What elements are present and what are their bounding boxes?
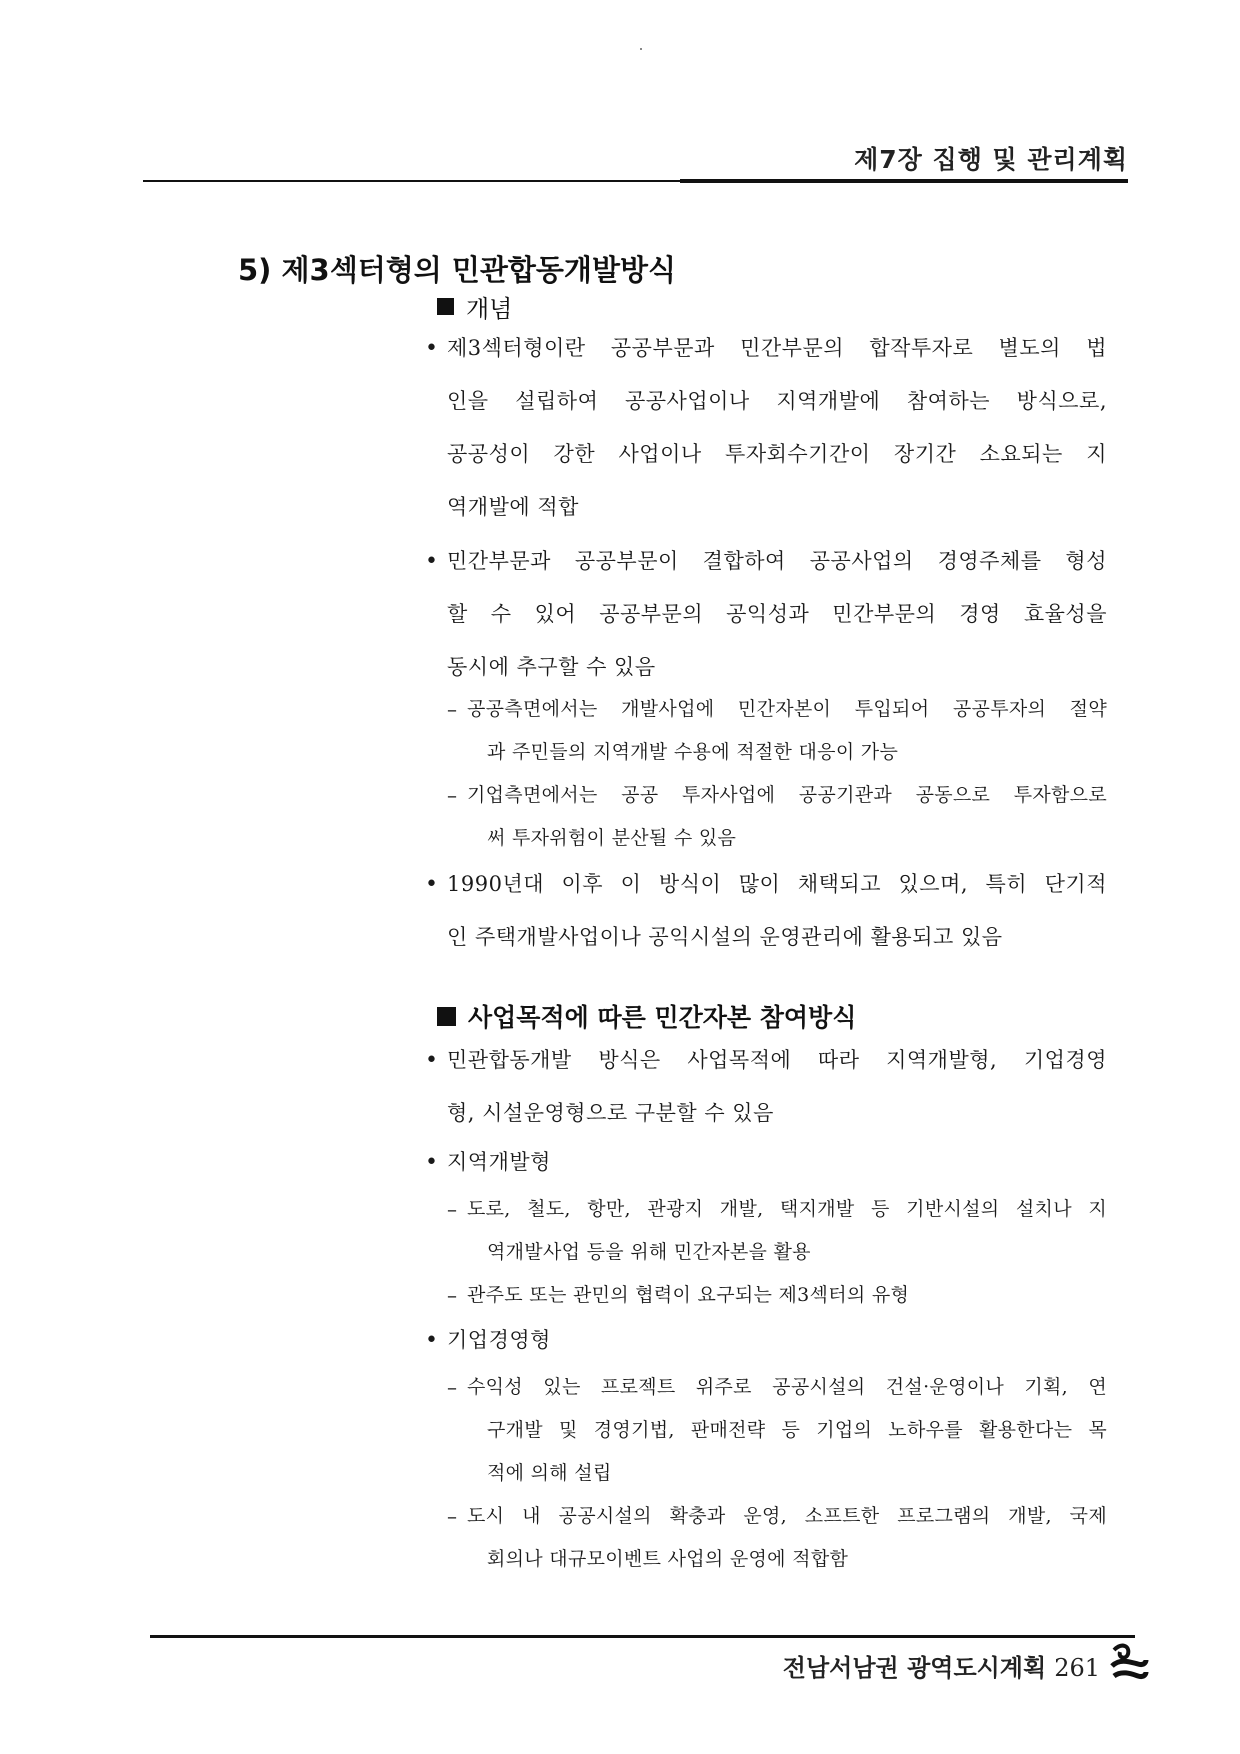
concept-dash-1 [447, 688, 1107, 774]
text-line: 민관합동개발 방식은 사업목적에 따라 지역개발형, 기업경영 [447, 1048, 1107, 1072]
text-line: 민간부문과 공공부문이 결합하여 공공사업의 경영주체를 형성 [447, 549, 1107, 573]
bullet-dot-icon: • [425, 1150, 438, 1175]
text-line: 인을 설립하여 공공사업이나 지역개발에 참여하는 방식으로, [447, 389, 1107, 413]
text-line: 할 수 있어 공공부문의 공익성과 민간부문의 경영 효율성을 [447, 602, 1107, 626]
section-title: 5) 제3섹터형의 민관합동개발방식 [238, 253, 676, 287]
wave-logo-icon [1108, 1640, 1150, 1684]
text-line: 1990년대 이후 이 방식이 많이 채택되고 있으며, 특히 단기적 [447, 872, 1107, 896]
dash-marker: – [447, 1375, 458, 1399]
text-line: 형, 시설운영형으로 구분할 수 있음 [447, 1101, 774, 1125]
type-label: 지역개발형 [447, 1150, 551, 1174]
chapter-header: 제7장 집행 및 관리계획 [854, 145, 1128, 174]
text-line: 써 투자위험이 분산될 수 있음 [487, 827, 737, 849]
bullet-dot-icon: • [425, 549, 438, 574]
square-bullet-icon [437, 298, 454, 315]
text-line: 도로, 철도, 항만, 관광지 개발, 택지개발 등 기반시설의 설치나 지 [467, 1198, 1107, 1220]
square-bullet-icon [437, 1007, 456, 1026]
text-line: 과 주민들의 지역개발 수용에 적절한 대응이 가능 [487, 741, 899, 763]
purpose-bullet-regional [425, 1140, 1107, 1185]
footer-rule [150, 1635, 1135, 1638]
text-line: 수익성 있는 프로젝트 위주로 공공시설의 건설·운영이나 기획, 연 [467, 1376, 1107, 1398]
footer-plan-name: 전남서남권 광역도시계획 [782, 1654, 1047, 1682]
concept-bullet-3 [425, 858, 1107, 964]
page-number: 261 [1054, 1654, 1100, 1682]
purpose-heading-text: 사업목적에 따른 민간자본 참여방식 [468, 1003, 857, 1032]
concept-dash-2 [447, 774, 1107, 860]
header-rule-accent [680, 179, 1128, 183]
dash-marker: – [447, 697, 458, 721]
bullet-dot-icon: • [425, 1048, 438, 1073]
text-line: 역개발사업 등을 위해 민간자본을 활용 [487, 1241, 811, 1263]
concept-heading-text: 개념 [466, 295, 513, 323]
text-line: 회의나 대규모이벤트 사업의 운영에 적합함 [487, 1548, 849, 1570]
type-label: 기업경영형 [447, 1328, 551, 1352]
text-line: 구개발 및 경영기법, 판매전략 등 기업의 노하우를 활용한다는 목 [487, 1419, 1107, 1441]
text-line: 기업측면에서는 공공 투자사업에 공공기관과 공동으로 투자함으로 [467, 784, 1107, 806]
regional-dash-2 [447, 1274, 1107, 1317]
bullet-dot-icon: • [425, 872, 438, 897]
concept-bullet-2 [425, 535, 1107, 694]
scan-speck [640, 48, 642, 50]
bullet-dot-icon: • [425, 336, 438, 361]
corporate-dash-1 [447, 1366, 1107, 1495]
regional-dash-1 [447, 1188, 1107, 1274]
dash-marker: – [447, 1197, 458, 1221]
text-line: 역개발에 적합 [447, 495, 579, 519]
bullet-dot-icon: • [425, 1328, 438, 1353]
dash-marker: – [447, 1504, 458, 1528]
dash-marker: – [447, 1283, 458, 1307]
text-line: 도시 내 공공시설의 확충과 운영, 소프트한 프로그램의 개발, 국제 [467, 1505, 1107, 1527]
text-line: 관주도 또는 관민의 협력이 요구되는 제3섹터의 유형 [467, 1284, 910, 1306]
text-line: 제3섹터형이란 공공부문과 민간부문의 합작투자로 별도의 법 [447, 336, 1107, 360]
text-line: 인 주택개발사업이나 공익시설의 운영관리에 활용되고 있음 [447, 925, 1003, 949]
text-line: 공공측면에서는 개발사업에 민간자본이 투입되어 공공투자의 절약 [467, 698, 1107, 720]
footer-title [783, 1648, 1100, 1683]
purpose-bullet-1 [425, 1034, 1107, 1140]
text-line: 적에 의해 설립 [487, 1462, 612, 1484]
dash-marker: – [447, 783, 458, 807]
purpose-heading [437, 998, 856, 1034]
text-line: 공공성이 강한 사업이나 투자회수기간이 장기간 소요되는 지 [447, 442, 1107, 466]
concept-heading [437, 289, 512, 324]
purpose-bullet-corporate [425, 1318, 1107, 1363]
corporate-dash-2 [447, 1495, 1107, 1581]
concept-bullet-1 [425, 322, 1107, 534]
text-line: 동시에 추구할 수 있음 [447, 655, 656, 679]
